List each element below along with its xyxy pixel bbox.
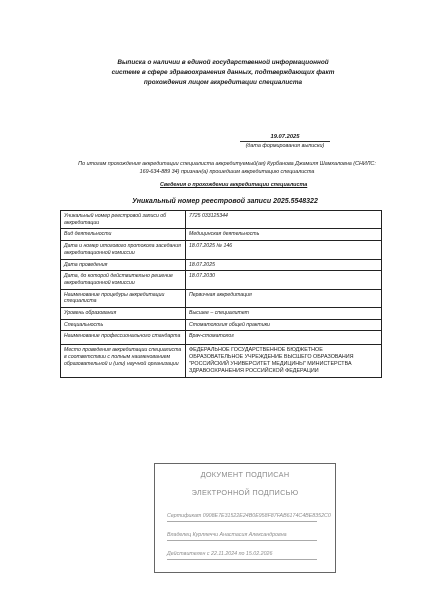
row-label: Дата, до которой действительно решение аккредитационной комиссии	[61, 271, 186, 289]
table-row	[61, 241, 382, 259]
table-row	[61, 211, 382, 229]
signature-owner: Владелец Курляеччи Анастасия Александровна	[167, 532, 287, 538]
table-row	[61, 229, 382, 241]
intro-line: По итогам прохождения аккредитации специалиста аккредитуемый(ая) Курбанова Джамиля Шамхаловна (СНИЛС:	[78, 161, 376, 167]
document-title	[96, 58, 350, 88]
row-value: 18.07.2025	[186, 259, 382, 271]
signature-validity: Действителен с 22.11.2024 по 15.02.2026	[167, 551, 273, 557]
row-value: 18.07.2025 № 146	[186, 241, 382, 259]
organization-name-line: ФЕДЕРАЛЬНОЕ ГОСУДАРСТВЕННОЕ БЮДЖЕТНОЕ	[189, 347, 323, 354]
row-label: Дата и номер итогового протокола заседания аккредитационной комиссии	[61, 241, 186, 259]
table-row	[61, 289, 382, 307]
row-value: 18.07.2030	[186, 271, 382, 289]
row-label: Наименование профессионального стандарта	[61, 331, 186, 345]
table-row	[61, 271, 382, 289]
unique-record-number: Уникальный номер реестровой записи 2025.5548322	[132, 198, 318, 205]
row-value: Врач-стоматолог	[186, 331, 382, 345]
stamp-divider	[167, 559, 317, 560]
row-value: Высшее – специалитет	[186, 308, 382, 320]
organization-name	[186, 345, 382, 378]
intro-paragraph	[62, 160, 392, 177]
organization-name-line: "РОССИЙСКИЙ УНИВЕРСИТЕТ МЕДИЦИНЫ" МИНИСТЕРСТВА	[189, 361, 352, 368]
row-label: Специальность	[61, 319, 186, 331]
stamp-divider	[167, 521, 317, 522]
table-row	[61, 345, 382, 378]
title-line: системе в сфере здравоохранения данных, подтверждающих факт	[111, 69, 335, 76]
table-row	[61, 308, 382, 320]
stamp-heading: ЭЛЕКТРОННОЙ ПОДПИСЬЮ	[191, 488, 299, 497]
row-label: Наименование процедуры аккредитации специалиста	[61, 289, 186, 307]
intro-line: 169-634-889 34) признан(а) прошедшим аккредитацию специалиста	[139, 169, 315, 176]
issue-date: 19.07.2025	[270, 134, 300, 140]
table-row	[61, 331, 382, 345]
organization-name-line: ОБРАЗОВАТЕЛЬНОЕ УЧРЕЖДЕНИЕ ВЫСШЕГО ОБРАЗОВАНИЯ	[189, 354, 354, 361]
table-row	[61, 319, 382, 331]
table-row	[61, 259, 382, 271]
row-label: Место проведения аккредитации специалиста в соответствии с полным наименованием образовательной и (или) научной организации	[61, 345, 186, 378]
section-heading: Сведения о прохождении аккредитации специалиста	[160, 182, 308, 188]
certificate-number: Сертификат 0908E7E31522E24B0E958F87FAB6174C4BE8352C0	[167, 513, 331, 519]
date-underline	[240, 141, 330, 142]
row-label: Вид деятельности	[61, 229, 186, 241]
row-value: Медицинская деятельность	[186, 229, 382, 241]
row-value: 7725 033125344	[186, 211, 382, 229]
accreditation-details-table	[60, 210, 382, 378]
stamp-heading: ДОКУМЕНТ ПОДПИСАН	[200, 470, 290, 479]
issue-date-caption: (дата формирования выписки)	[245, 143, 325, 149]
row-value: Стоматология общей практики	[186, 319, 382, 331]
issue-date-block	[230, 134, 340, 149]
title-line: прохождения лицом аккредитации специалиста	[143, 79, 303, 86]
title-line: Выписка о наличии в единой государственной информационной	[117, 59, 329, 66]
row-label: Уникальный номер реестровой записи об аккредитации	[61, 211, 186, 229]
row-value: Первичная аккредитация	[186, 289, 382, 307]
row-label: Уровень образования	[61, 308, 186, 320]
row-label: Дата проведения	[61, 259, 186, 271]
stamp-divider	[167, 540, 317, 541]
electronic-signature-stamp	[154, 463, 336, 573]
organization-name-line: ЗДРАВООХРАНЕНИЯ РОССИЙСКОЙ ФЕДЕРАЦИИ	[189, 368, 319, 375]
